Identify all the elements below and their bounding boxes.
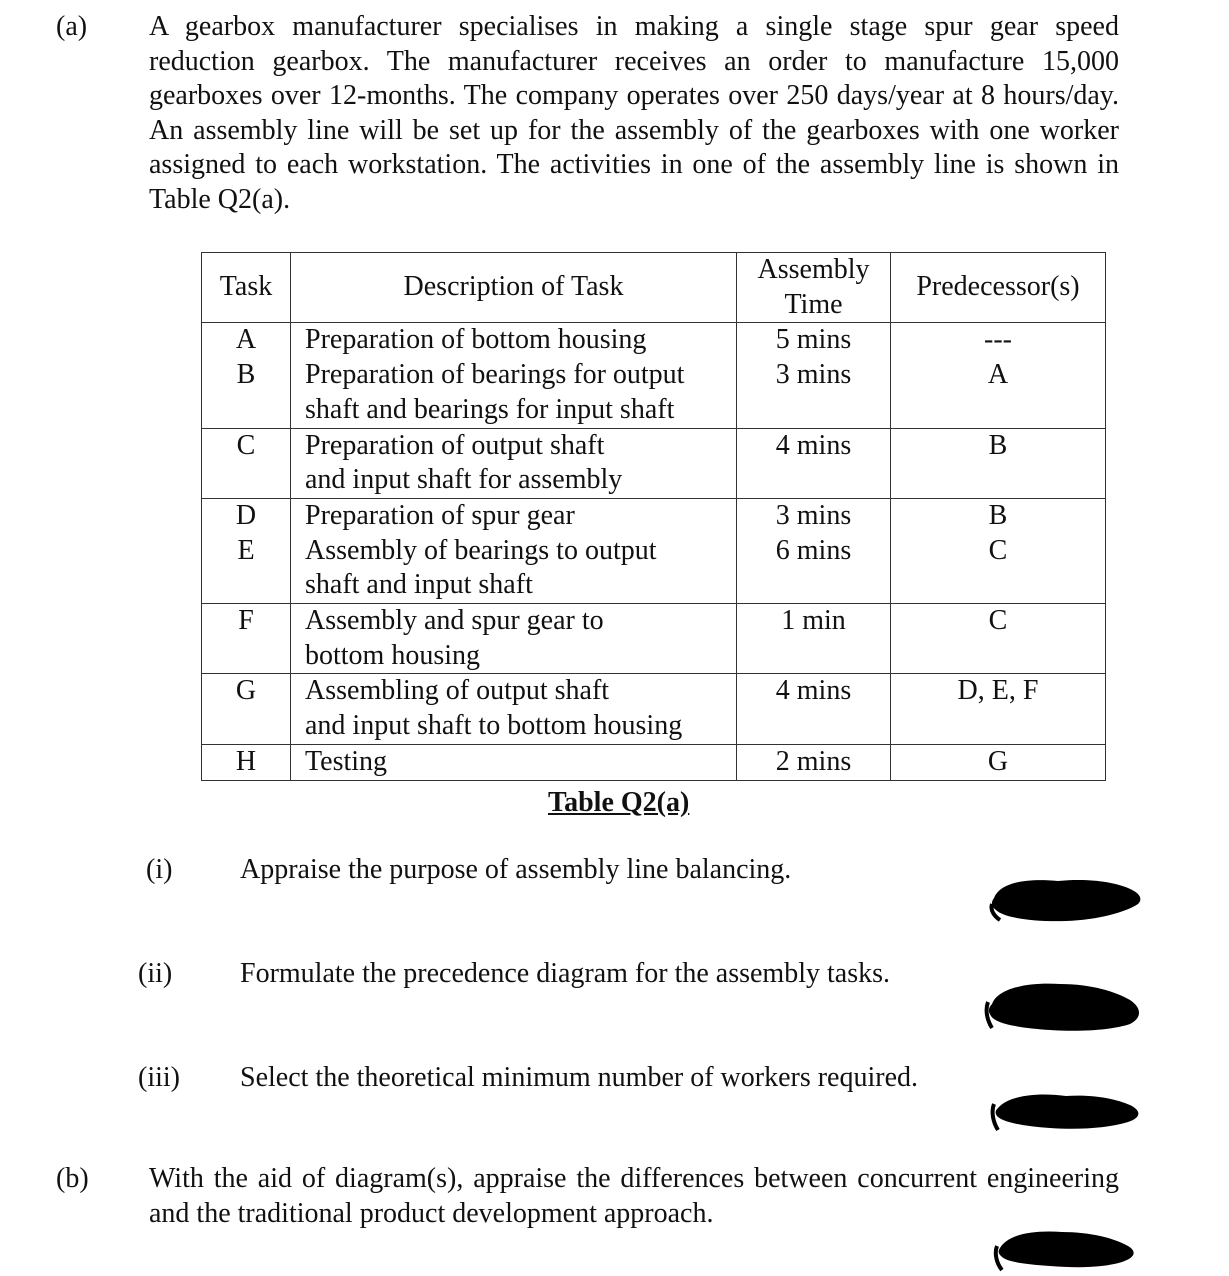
description-line: Assembly and spur gear to [305,605,604,637]
time-cell [737,744,891,780]
description-line: Preparation of spur gear [305,499,575,531]
table-row-group [202,744,1106,780]
task-cell [202,428,291,498]
header-predecessors: Predecessor(s) [891,253,1106,323]
time-cell [737,674,891,744]
predecessor: C [988,605,1008,637]
assembly-time: 3 mins [775,499,852,531]
task-cell [202,744,291,780]
task-cell [202,323,291,428]
description-line: Assembly of bearings to output [305,534,657,566]
task-id: F [238,605,254,637]
predecessor-cell [891,498,1106,603]
header-time-line1: Assembly [757,254,870,285]
task-id: B [236,359,256,391]
time-cell [737,604,891,674]
header-description: Description of Task [291,253,737,323]
time-cell [737,428,891,498]
task-id: C [236,429,256,461]
part-b-paragraph: With the aid of diagram(s), appraise the differences between concurrent engineering and the traditional product development approach. [149,1163,1119,1229]
description-line: Assembling of output shaft [305,675,610,707]
task-id: E [237,534,255,566]
subquestion-ii-label: (ii) [138,958,173,989]
description-cell [291,674,737,744]
table-row-group [202,428,1106,498]
predecessor: G [987,745,1009,777]
predecessor: B [988,429,1008,461]
table-row-group [202,604,1106,674]
description-line: and input shaft for assembly [305,464,623,496]
predecessor: --- [984,324,1012,356]
task-cell [202,674,291,744]
description-line: Preparation of bearings for output [305,359,685,391]
redaction-mark [988,876,1148,926]
description-cell [291,428,737,498]
assembly-time: 4 mins [775,429,852,461]
header-time-line2: Time [784,288,843,320]
assembly-time: 3 mins [775,359,852,391]
description-cell [291,604,737,674]
table-row-group [202,674,1106,744]
description-line: shaft and input shaft [305,569,533,601]
predecessor-cell [891,604,1106,674]
table-caption: Table Q2(a) [548,787,690,818]
table-row-group [202,498,1106,603]
subquestion-i-text: Appraise the purpose of assembly line balancing. [240,854,792,885]
predecessor-cell [891,323,1106,428]
description-cell [291,323,737,428]
redaction-mark [992,1222,1142,1272]
predecessor-cell [891,744,1106,780]
subquestion-i-label: (i) [146,854,173,885]
subquestion-iii-text: Select the theoretical minimum number of workers required. [240,1062,919,1093]
assembly-task-table [201,252,1106,781]
subquestion-ii-text: Formulate the precedence diagram for the assembly tasks. [240,958,890,989]
predecessor: D, E, F [957,675,1039,707]
time-cell [737,323,891,428]
task-id: G [235,675,257,707]
header-task: Task [202,253,291,323]
description-line: Preparation of bottom housing [305,324,647,356]
task-id: A [235,324,257,356]
task-id: D [235,499,257,531]
description-line: Testing [305,745,388,777]
predecessor: B [988,499,1008,531]
description-line: and input shaft to bottom housing [305,710,683,742]
description-line: Preparation of output shaft [305,429,605,461]
predecessor: A [987,359,1009,391]
task-id: H [235,745,257,777]
part-b-label: (b) [56,1163,89,1194]
description-cell [291,744,737,780]
table-header-row [202,253,1106,323]
assembly-time: 2 mins [775,745,852,777]
time-cell [737,498,891,603]
header-assembly-time [737,253,891,323]
assembly-time: 4 mins [775,675,852,707]
redaction-mark [988,1086,1148,1136]
assembly-time: 1 min [781,605,846,637]
predecessor-cell [891,428,1106,498]
predecessor: C [988,534,1008,566]
part-a-label: (a) [56,11,88,42]
part-a-paragraph: A gearbox manufacturer specialises in making a single stage spur gear speed reduction gearbox. The manufacturer receives an order to manufacture 15,000 gearboxes over 12-months. The company operates over 250 days/year at 8 hours/day. An assembly line will be set up for the assembly of the gearboxes with one worker assigned to each workstation. The activities in one of the assembly line is shown in Table Q2(a). [149,11,1119,215]
description-line: shaft and bearings for input shaft [305,393,675,425]
assembly-time: 5 mins [775,324,852,356]
task-cell [202,604,291,674]
assembly-time: 6 mins [775,534,852,566]
predecessor-cell [891,674,1106,744]
table-row-group [202,323,1106,428]
description-cell [291,498,737,603]
redaction-mark [984,978,1148,1034]
description-line: bottom housing [305,639,481,671]
task-cell [202,498,291,603]
subquestion-iii-label: (iii) [138,1062,180,1093]
